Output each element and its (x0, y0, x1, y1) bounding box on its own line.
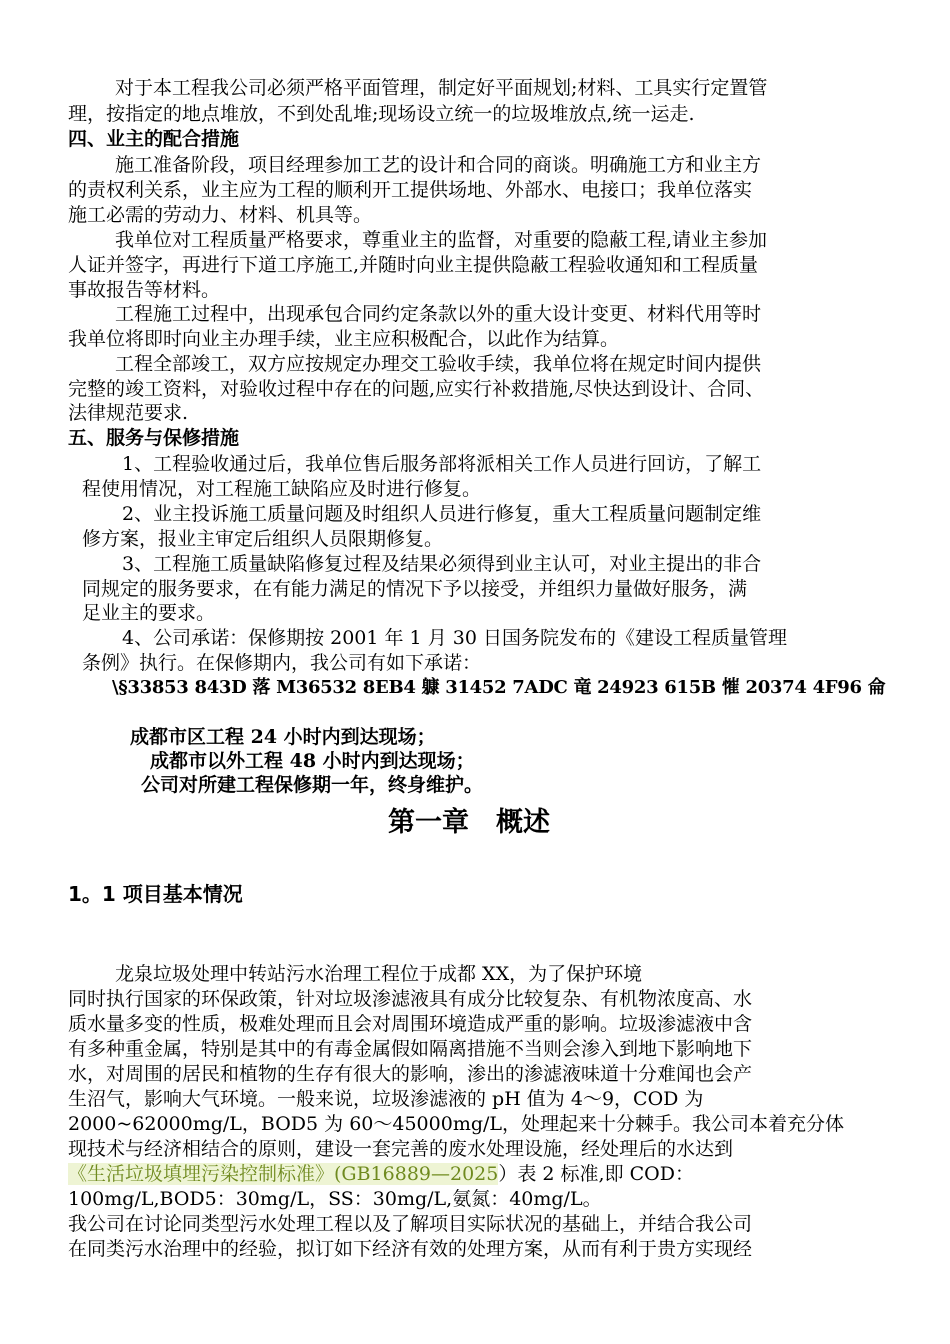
item1-line1: 1、工程验收通过后，我单位售后服务部将派相关工作人员进行回访，了解工 (122, 453, 762, 475)
para1-line2: 理，按指定的地点堆放，不到处乱堆;现场设立统一的垃圾堆放点,统一运走. (68, 103, 695, 125)
para5-line3: 法律规范要求. (68, 402, 189, 424)
body-line12: 在同类污水治理中的经验，拟订如下经济有效的处理方案，从而有利于贵方实现经 (68, 1238, 753, 1260)
body-line9-rest: ）表 2 标准,即 COD： (498, 1163, 694, 1185)
heading-owner-cooperation: 四、业主的配合措施 (68, 128, 240, 150)
para1-line1: 对于本工程我公司必须严格平面管理，制定好平面规划;材料、工具实行定置管 (115, 77, 768, 99)
para5-line1: 工程全部竣工，双方应按规定办理交工验收手续，我单位将在规定时间内提供 (115, 353, 762, 375)
promise-warranty: 公司对所建工程保修期一年，终身维护。 (141, 774, 484, 796)
body-line5: 水，对周围的居民和植物的生存有很大的影响，渗出的渗滤液味道十分难闻也会产 (68, 1063, 753, 1085)
body-line1: 龙泉垃圾处理中转站污水治理工程位于成都 XX，为了保护环境 (115, 963, 643, 985)
body-line8: 现技术与经济相结合的原则，建设一套完善的废水处理设施，经处理后的水达到 (68, 1138, 734, 1160)
item2-line1: 2、业主投诉施工质量问题及时组织人员进行修复，重大工程质量问题制定维 (122, 503, 762, 525)
para2-line1: 施工准备阶段，项目经理参加工艺的设计和合同的商谈。明确施工方和业主方 (115, 154, 762, 176)
body-line11: 我公司在讨论同类型污水处理工程以及了解项目实际状况的基础上，并结合我公司 (68, 1213, 753, 1235)
body-line9 (68, 1162, 694, 1186)
para2-line3: 施工必需的劳动力、材料、机具等。 (68, 204, 373, 226)
body-line2: 同时执行国家的环保政策，针对垃圾渗滤液具有成分比较复杂、有机物浓度高、水 (68, 988, 753, 1010)
promise-city-24h: 成都市区工程 24 小时内到达现场； (130, 726, 436, 748)
para3-line1: 我单位对工程质量严格要求，尊重业主的监督，对重要的隐蔽工程,请业主参加 (115, 229, 768, 251)
item2-line2: 修方案，报业主审定后组织人员限期修复。 (82, 528, 444, 550)
item3-line3: 足业主的要求。 (82, 602, 216, 624)
item3-line1: 3、工程施工质量缺陷修复过程及结果必须得到业主认可，对业主提出的非合 (122, 553, 762, 575)
item3-line2: 同规定的服务要求，在有能力满足的情况下予以接受，并组织力量做好服务，满 (82, 578, 748, 600)
item1-line2: 程使用情况，对工程施工缺陷应及时进行修复。 (82, 478, 482, 500)
body-line7: 2000~62000mg/L，BOD5 为 60～45000mg/L，处理起来十分棘手。我公司本着充分体 (68, 1113, 845, 1135)
heading-service-warranty: 五、服务与保修措施 (68, 427, 240, 449)
chapter-title: 第一章 概述 (388, 807, 550, 838)
item4-line1: 4、公司承诺：保修期按 2001 年 1 月 30 日国务院发布的《建设工程质量管理 (122, 627, 787, 649)
body-line6: 生沼气，影响大气环境。一般来说，垃圾渗滤液的 pH 值为 4～9，COD 为 (68, 1088, 704, 1110)
section-title: 1。1 项目基本情况 (68, 882, 243, 906)
para4-line2: 我单位将即时向业主办理手续，业主应积极配合，以此作为结算。 (68, 328, 620, 350)
para4-line1: 工程施工过程中，出现承包合同约定条款以外的重大设计变更、材料代用等时 (115, 303, 762, 325)
standard-reference-highlight: 《生活垃圾填埋污染控制标准》(GB16889—2025 (68, 1163, 499, 1185)
para3-line2: 人证并签字，再进行下道工序施工,并随时向业主提供隐蔽工程验收通知和工程质量 (68, 254, 759, 276)
body-line10: 100mg/L,BOD5：30mg/L，SS：30mg/L,氨氮：40mg/L。 (68, 1188, 602, 1210)
para2-line2: 的责权利关系，业主应为工程的顺利开工提供场地、外部水、电接口；我单位落实 (68, 179, 753, 201)
body-line3: 质水量多变的性质，极难处理而且会对周围环境造成严重的影响。垃圾渗滤液中含 (68, 1013, 753, 1035)
promise-outside-48h: 成都市以外工程 48 小时内到达现场； (150, 750, 475, 772)
para3-line3: 事故报告等材料。 (68, 279, 221, 301)
body-line4: 有多种重金属，特别是其中的有毒金属假如隔离措施不当则会渗入到地下影响地下 (68, 1038, 753, 1060)
para5-line2: 完整的竣工资料，对验收过程中存在的问题,应实行补救措施,尽快达到设计、合同、 (68, 378, 765, 400)
garbled-text-line: \§33853 843D 落 M36532 8EB4 躿 31452 7ADC 竜 24923 615B 慛 20374 4F96 侖 (112, 677, 886, 698)
item4-line2: 条例》执行。在保修期内，我公司有如下承诺： (82, 652, 482, 674)
